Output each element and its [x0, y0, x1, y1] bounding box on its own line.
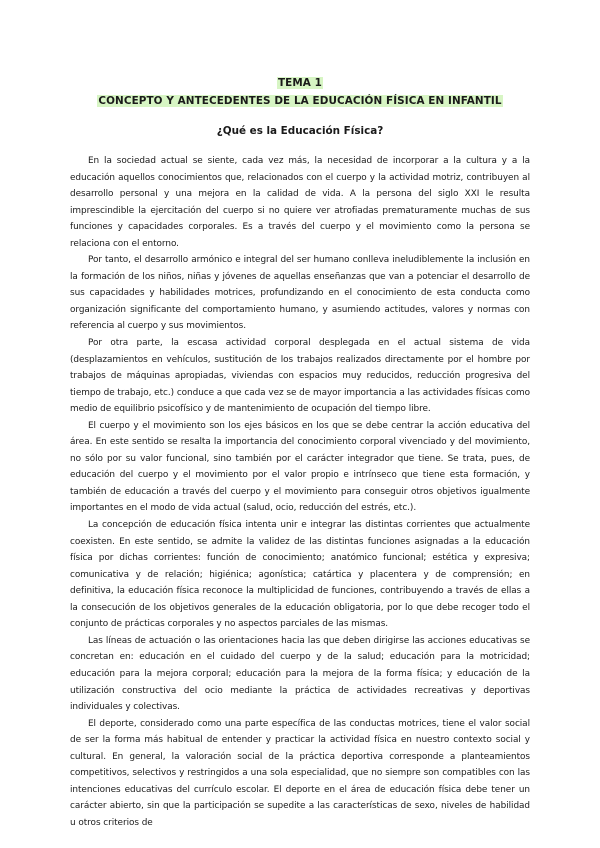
paragraph: El deporte, considerado como una parte específica de las conductas motrices, tiene el valor social de ser la forma más habitual de entender y practicar la actividad física en nuestro contexto social y cultural. En general, la valoración social de la práctica deportiva corresponde a planteamientos competitivos, selectivos y restringidos a una sola especialidad, que no siempre son compatibles con las intenciones educativas del currículo escolar. El deporte en el área de educación física debe tener un carácter abierto, sin que la participación se supedite a las características de sexo, niveles de habilidad u otros criterios de	[70, 718, 530, 828]
paragraph: La concepción de educación física intenta unir e integrar las distintas corrientes que actualmente coexisten. En este sentido, se admite la validez de las distintas funciones asignadas a la educación física por dichas corrientes: función de conocimiento; anatómico funcional; estética y expresiva; comunicativa y de relación; higiénica; agonística; catártica y placentera y de comprensión; en definitiva, la educación física reconoce la multiplicidad de funciones, contribuyendo a través de ellas a la consecución de los objetivos generales de la educación obligatoria, por lo que debe recoger todo el conjunto de prácticas corporales y no aspectos parciales de las mismas.	[70, 520, 530, 630]
paragraph: Por otra parte, la escasa actividad corporal desplegada en el actual sistema de vida (desplazamientos en vehículos, sustitución de los trabajos realizados directamente por el hombre por trabajos de máquinas apropiadas, viviendas con espacios muy reducidos, reducción progresiva del tiempo de trabajo, etc.) conduce a que cada vez se de mayor importancia a las actividades físicas como medio de equilibrio psicofísico y de mantenimiento de ocupación del tiempo libre.	[70, 338, 530, 415]
tema-heading: TEMA 1	[277, 77, 322, 89]
paragraph: Las líneas de actuación o las orientaciones hacia las que deben dirigirse las acciones educativas se concretan en: educación en el cuidado del cuerpo y de la salud; educación para la motricidad; educación para la mejora corporal; educación para la mejora de la forma física; y educación de la utilización constructiva del ocio mediante la práctica de actividades recreativas y deportivas individuales y colectivas.	[70, 635, 530, 713]
body-text	[70, 153, 530, 831]
chapter-title: CONCEPTO Y ANTECEDENTES DE LA EDUCACIÓN FÍSICA EN INFANTIL	[98, 95, 502, 107]
paragraph: El cuerpo y el movimiento son los ejes básicos en los que se debe centrar la acción educativa del área. En este sentido se resalta la importancia del conocimiento corporal vivenciado y del movimiento, no sólo por su valor funcional, sino también por el carácter integrador que tiene. Se trata, pues, de educación del cuerpo y el movimiento por el valor propio e intrínseco que tiene esta formación, y también de educación a través del cuerpo y el movimiento para conseguir otros objetivos igualmente importantes en el modo de vida actual (salud, ocio, reducción del estrés, etc.).	[70, 420, 530, 514]
title-block	[0, 73, 600, 106]
paragraph: Por tanto, el desarrollo armónico e integral del ser humano conlleva ineludiblemente la inclusión en la formación de los niños, niñas y jóvenes de aquellas enseñanzas que van a potenciar el desarrollo de sus capacidades y habilidades motrices, profundizando en el conocimiento de esta conducta como organización significante del comportamiento humano, y asumiendo actitudes, valores y normas con referencia al cuerpo y sus movimientos.	[70, 255, 530, 332]
section-heading: ¿Qué es la Educación Física?	[216, 125, 384, 137]
paragraph: En la sociedad actual se siente, cada vez más, la necesidad de incorporar a la cultura y a la educación aquellos conocimientos que, relacionados con el cuerpo y la actividad motriz, contribuyen al desarrollo personal y una mejora en la calidad de vida. A la persona del siglo XXI le resulta imprescindible la ejercitación del cuerpo si no quiere ver atrofiadas prematuramente muchas de sus funciones y capacidades corporales. Es a través del cuerpo y el movimiento como la persona se relaciona con el entorno.	[70, 156, 530, 249]
